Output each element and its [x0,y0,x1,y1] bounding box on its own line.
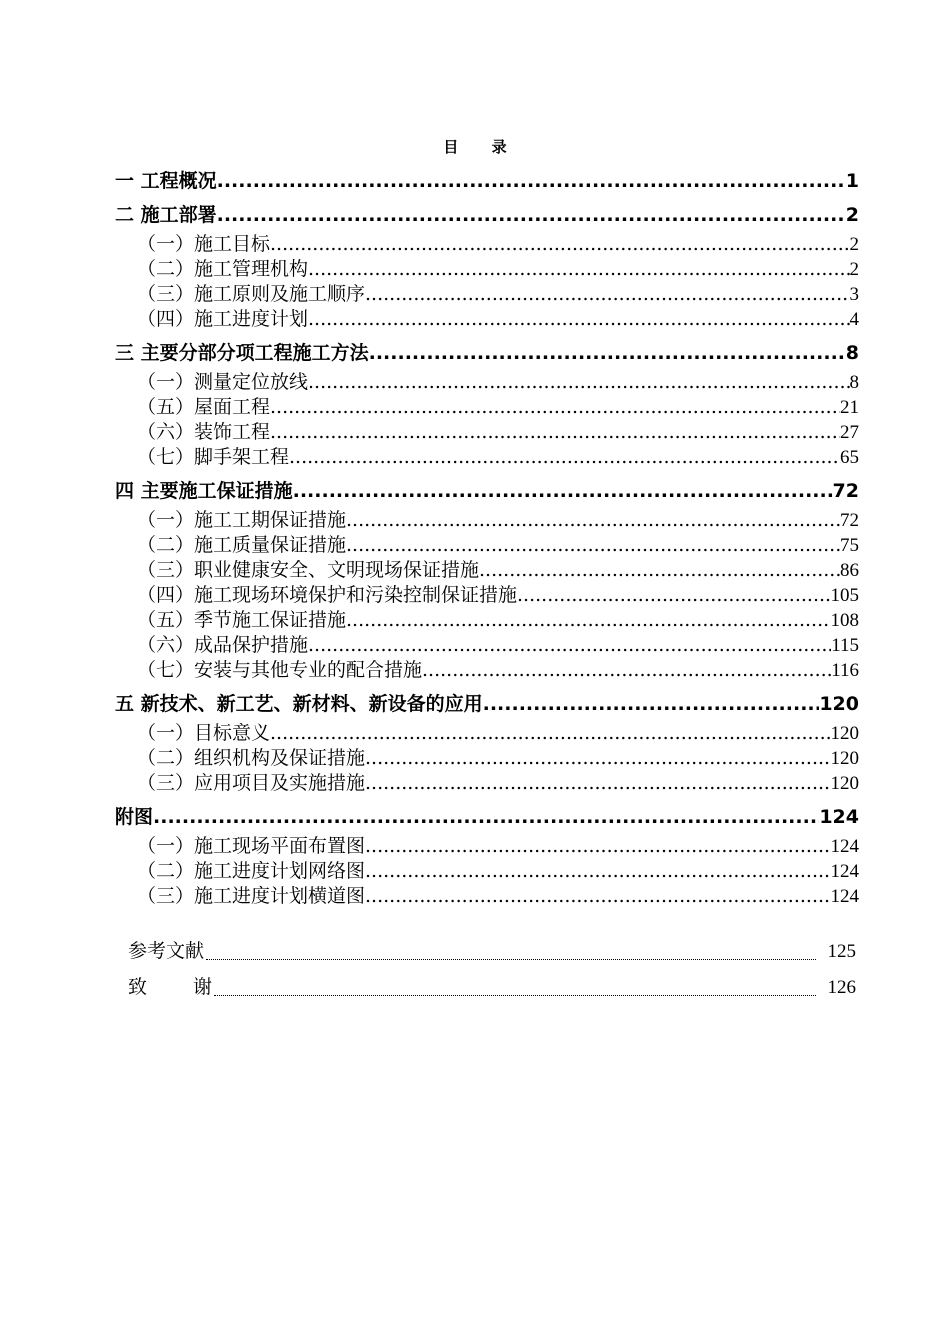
dotted-leader [346,608,830,633]
toc-entry-text: （三）职业健康安全、文明现场保证措施 [137,559,480,581]
toc-entry-page: 65 [840,447,859,468]
dotted-leader [217,168,846,194]
dotted-leader [365,884,830,909]
toc-section-entry[interactable] [115,533,859,558]
toc-entry-text: 附图 [115,806,154,828]
toc-section-entry[interactable] [115,658,859,683]
dotted-leader [308,257,849,282]
toc-entry-page: 124 [830,861,859,882]
toc-section-entry[interactable] [115,445,859,470]
toc-entry-page: 120 [830,723,859,744]
toc-entry-acknowledgements[interactable] [128,971,856,999]
toc-entry-page: 21 [840,397,859,418]
toc-entry-page: 72 [840,510,859,531]
toc-entry-text: 一 工程概况 [115,170,217,192]
toc-entry-text: （一）测量定位放线 [137,371,309,393]
toc-section-entry[interactable] [115,608,859,633]
dotted-leader [270,232,849,257]
toc-entry-page: 72 [832,480,859,502]
toc-entry-page: 27 [840,422,859,443]
dotted-leader [365,282,849,307]
toc-chapter-entry[interactable] [115,478,859,504]
dotted-leader [346,508,840,533]
toc-section-entry[interactable] [115,884,859,909]
toc-entry-page: 120 [830,773,859,794]
toc-section-entry[interactable] [115,771,859,796]
toc-entry-page: 126 [827,977,856,998]
toc-section-entry[interactable] [115,282,859,307]
toc-entry-page: 120 [819,693,859,715]
toc-chapter-entry[interactable] [115,168,859,194]
toc-entry-page: 2 [849,259,859,280]
toc-section-entry[interactable] [115,558,859,583]
toc-entry-text: （三）施工原则及施工顺序 [137,283,366,305]
toc-entry-page: 8 [845,342,859,364]
toc-section-entry[interactable] [115,232,859,257]
dotted-leader [365,771,830,796]
toc-entry-text: （二）组织机构及保证措施 [137,747,366,769]
toc-entry-page: 116 [831,660,859,681]
toc-entry-text: （四）施工现场环境保护和污染控制保证措施 [137,584,518,606]
toc-entry-page: 1 [845,170,859,192]
toc-entry-text: （三）施工进度计划横道图 [137,885,366,907]
toc-entry-page: 2 [845,204,859,226]
dotted-leader [369,340,846,366]
dotted-leader [206,958,815,960]
toc-entry-text: （二）施工进度计划网络图 [137,860,366,882]
dotted-leader [308,307,849,332]
dotted-leader [270,721,830,746]
dotted-leader [289,445,840,470]
toc-title: 目 录 [443,138,521,156]
toc-section-entry[interactable] [115,508,859,533]
toc-entry-text: （二）施工质量保证措施 [137,534,347,556]
dotted-leader [517,583,830,608]
toc-entry-text: 二 施工部署 [115,204,217,226]
toc-section-entry[interactable] [115,721,859,746]
dotted-leader [365,746,830,771]
toc-section-entry[interactable] [115,370,859,395]
toc-section-entry[interactable] [115,583,859,608]
toc-entry-text: 三 主要分部分项工程施工方法 [115,342,369,364]
toc-entry-text: （一）施工目标 [137,233,271,255]
toc-section-entry[interactable] [115,257,859,282]
dotted-leader [293,478,833,504]
toc-section-entry[interactable] [115,859,859,884]
toc-entry-page: 115 [831,635,859,656]
toc-entry-text: （六）装饰工程 [137,421,271,443]
toc-section-entry[interactable] [115,395,859,420]
toc-entry-page: 2 [849,234,859,255]
toc-entry-text: 致 谢 [128,976,213,998]
dotted-leader [270,420,840,445]
toc-entry-page: 108 [830,610,859,631]
toc-entry-text: （一）施工工期保证措施 [137,509,347,531]
toc-section-entry[interactable] [115,307,859,332]
toc-entry-page: 124 [830,836,859,857]
toc-entry-page: 4 [849,309,859,330]
dotted-leader [365,859,830,884]
toc-entry-text: （一）目标意义 [137,722,271,744]
toc-entry-text: （五）季节施工保证措施 [137,609,347,631]
toc-chapter-entry[interactable] [115,340,859,366]
toc-section-entry[interactable] [115,633,859,658]
toc-chapter-entry[interactable] [115,691,859,717]
toc-entry-page: 8 [849,372,859,393]
toc-entry-text: 五 新技术、新工艺、新材料、新设备的应用 [115,693,483,715]
toc-entry-page: 3 [849,284,859,305]
toc-entry-text: （五）屋面工程 [137,396,271,418]
dotted-leader [479,558,840,583]
toc-entry-text: （七）安装与其他专业的配合措施 [137,659,423,681]
dotted-leader [153,804,819,830]
toc-entry-page: 105 [830,585,859,606]
toc-section-entry[interactable] [115,420,859,445]
dotted-leader [422,658,831,683]
toc-entry-page: 120 [830,748,859,769]
dotted-leader [214,994,815,996]
toc-entry-references[interactable] [128,935,856,963]
toc-entry-page: 75 [840,535,859,556]
toc-entry-text: （二）施工管理机构 [137,258,309,280]
toc-entry-text: 参考文献 [128,940,205,962]
toc-entry-text: （四）施工进度计划 [137,308,309,330]
dotted-leader [346,533,840,558]
toc-chapter-entry[interactable] [115,804,859,830]
dotted-leader [365,834,830,859]
toc-entry-text: （六）成品保护措施 [137,634,309,656]
dotted-leader [270,395,840,420]
toc-entry-page: 124 [819,806,859,828]
toc-entry-page: 86 [840,560,859,581]
toc-entry-text: （七）脚手架工程 [137,446,290,468]
dotted-leader [217,202,846,228]
dotted-leader [308,370,849,395]
toc-entry-text: （一）施工现场平面布置图 [137,835,366,857]
dotted-leader [308,633,831,658]
toc-section-entry[interactable] [115,746,859,771]
table-of-contents [115,168,859,909]
toc-section-entry[interactable] [115,834,859,859]
toc-entry-text: （三）应用项目及实施措施 [137,772,366,794]
toc-entry-page: 124 [830,886,859,907]
dotted-leader [483,691,820,717]
toc-entry-text: 四 主要施工保证措施 [115,480,293,502]
toc-chapter-entry[interactable] [115,202,859,228]
toc-entry-page: 125 [827,941,856,962]
